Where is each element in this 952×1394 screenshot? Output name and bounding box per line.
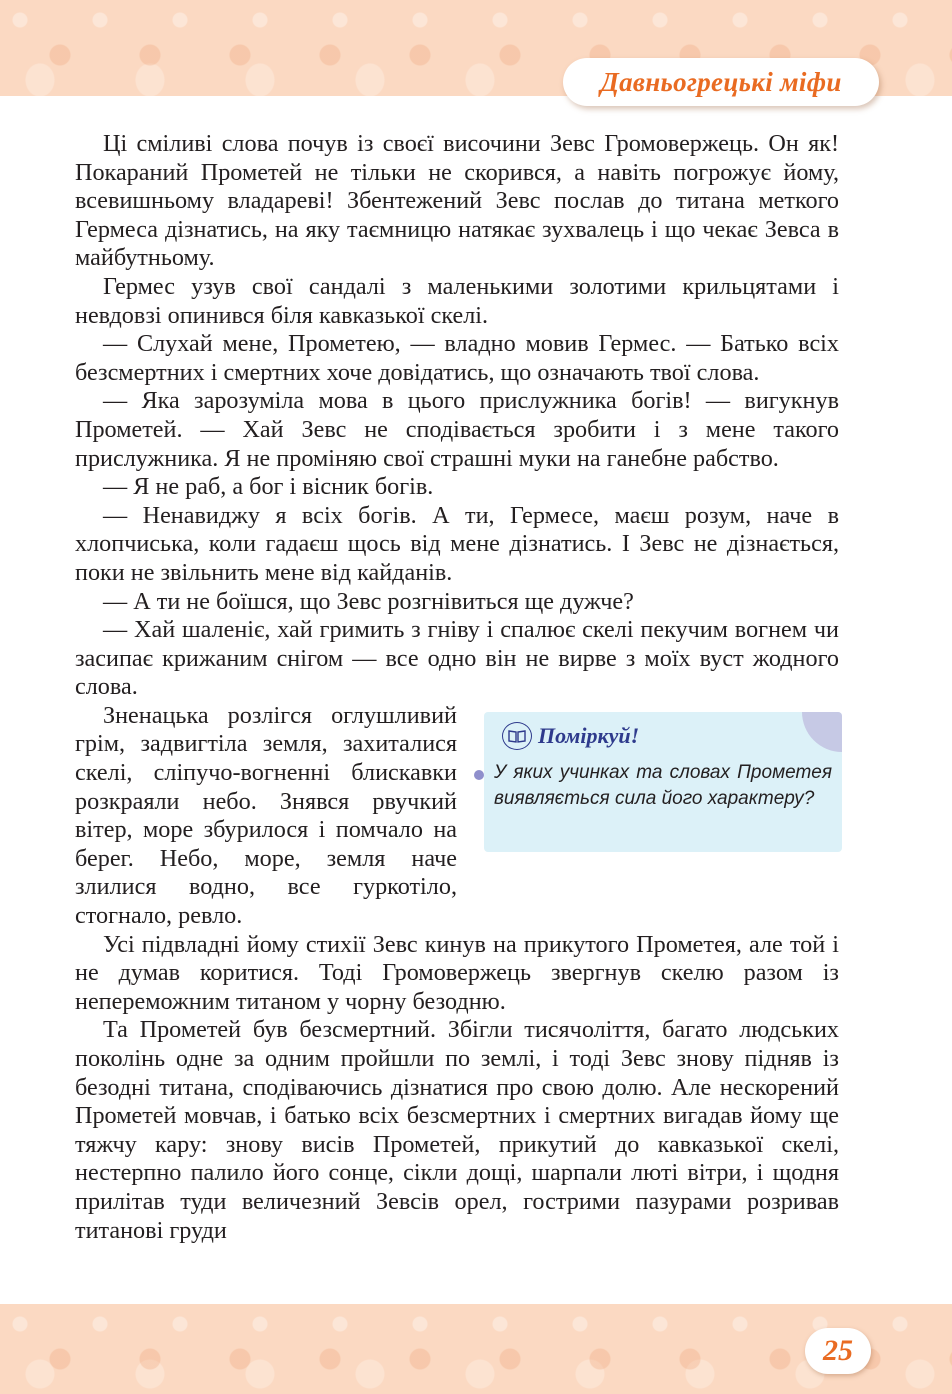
paragraph: Усі підвладні йому стихії Зевс кинув на прикутого Прометея, але той і не думав коритися. Тоді Громовержець звергнув скелю разом із непереможним титаном у чорну безодню. — [75, 930, 839, 1015]
paragraph: — Я не раб, а бог і вісник богів. — [103, 473, 434, 501]
paragraph: — Хай шаленіє, хай гримить з гніву і спалює скелі пекучим вогнем чи засипає крижаним снігом — все одно він не вирве з моїх вуст жодного слова. — [75, 616, 839, 701]
bullet-icon — [474, 770, 484, 780]
paragraph: — Ненавиджу я всіх богів. А ти, Гермесе, маєш розум, наче в хлопчиська, коли гадаєш щось від мене дізнатись. І Зевс не дізнається, поки не звільнить мене від кайданів. — [75, 501, 839, 586]
think-note-header — [502, 722, 639, 751]
paragraph: Гермес узув свої сандалі з маленькими золотими крильцятами і невдовзі опинився біля кавказької скелі. — [75, 272, 839, 329]
paragraph: Та Прометей був безсмертний. Збігли тисячоліття, багато людських поколінь одне за одним пройшли по землі, і тоді Зевс знову підняв із безодні титана, сподіваючись дізнатися про свою долю. Але нескорений Прометей мовчав, і батько всіх безсмертних і смертних вигадав йому ще тяжчу кару: знову висів Прометей, прикутий до кавказької скелі, нестерпно палило його сонце, сікли дощі, шарпали люті вітри, і щодня прилітав туди величезний Зевсів орел, гострими пазурами розривав титанові груди — [75, 1016, 839, 1244]
paragraph: — А ти не боїшся, що Зевс розгнівиться ще дужче? — [103, 587, 634, 615]
paragraph: Ці сміливі слова почув із своєї височини Зевс Громовержець. Он як! Покараний Прометей не тільки не скорився, а навіть погрожує йому, всевишньому владареві! Збентежений Зевс послав до титана меткого Гермеса дізнатись, на яку таємницю натякає зухвалець і що чекає Зевса в майбутньому. — [75, 130, 839, 272]
think-note-panel — [484, 712, 842, 852]
think-note — [479, 712, 839, 894]
think-note-title: Поміркуй! — [538, 722, 640, 748]
page-number: 25 — [805, 1328, 871, 1374]
think-note-question: У яких учинках та словах Прометея виявляється сила його характеру? — [494, 761, 832, 809]
paragraph: — Слухай мене, Прометею, — владно мовив Гермес. — Батько всіх безсмертних і смертних хоче довідатись, що означають твої слова. — [75, 330, 839, 386]
note-corner-decoration — [802, 712, 842, 752]
paragraph: Зненацька розлігся оглушливий грім, задвигтіла земля, захиталися скелі, сліпучо-вогненні блискавки розкраяли небо. Знявся рвучкий вітер, море збурилося і помчало на берег. Небо, море, земля наче злилися водно, все гуркотіло, стогнало, ревло. — [75, 701, 457, 930]
main-text — [75, 130, 839, 1245]
paragraph: — Яка зарозуміла мова в цього прислужника богів! — вигукнув Прометей. — Хай Зевс не сподівається зробити і з мене такого прислужника. Я не проміняю свої страшні муки на ганебне рабство. — [75, 387, 839, 472]
book-icon — [502, 722, 532, 750]
section-title: Давньогрецькі міфи — [563, 58, 879, 106]
